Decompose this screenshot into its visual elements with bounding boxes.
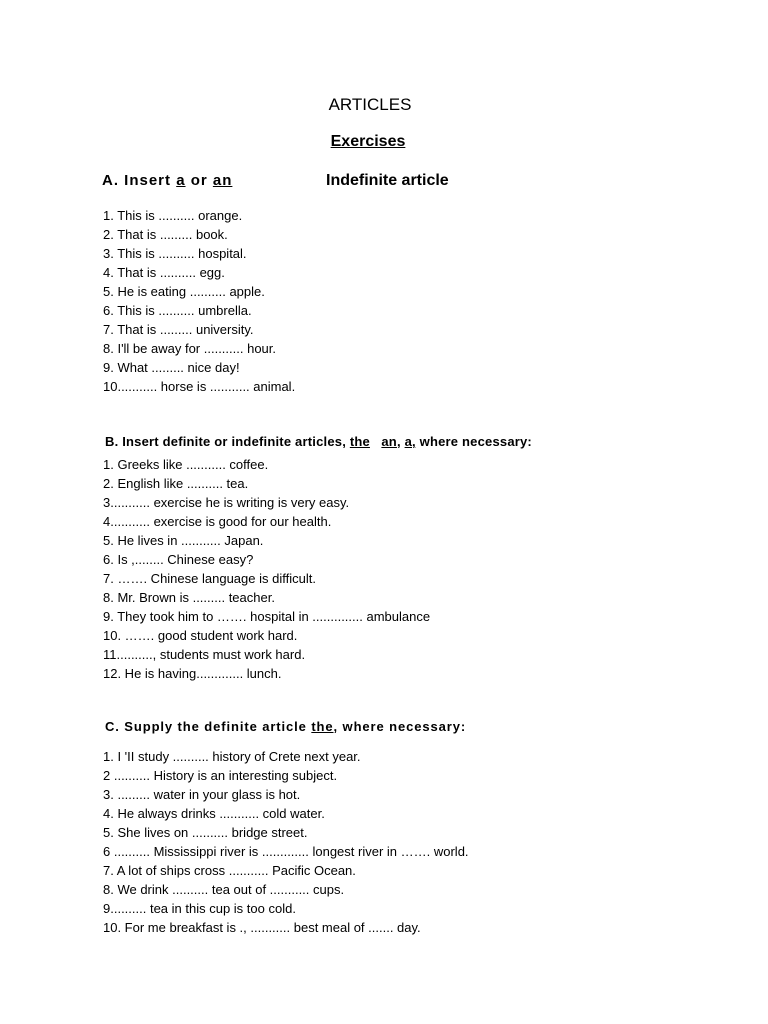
- section-c-exercise-list: [103, 747, 469, 937]
- exercise-item: 9. What ......... nice day!: [103, 360, 240, 375]
- exercise-item: 7. ……. Chinese language is difficult.: [103, 571, 316, 586]
- exercise-item: 4. He always drinks ........... cold water.: [103, 806, 325, 821]
- page-title: ARTICLES: [328, 95, 412, 114]
- section-c-heading: [105, 719, 466, 734]
- exercise-item: 5. He is eating .......... apple.: [103, 284, 265, 299]
- section-a-option-a: a: [176, 172, 186, 189]
- exercise-item: 10. For me breakfast is ., ........... best meal of ....... day.: [103, 920, 421, 935]
- section-a-connector: or: [185, 172, 213, 189]
- section-c-word-the: the: [311, 719, 334, 734]
- exercise-item: 11.........., students must work hard.: [103, 647, 306, 662]
- exercise-item: 3. ......... water in your glass is hot.: [103, 787, 301, 802]
- exercise-item: 7. That is ......... university.: [103, 322, 254, 337]
- section-b-exercise-list: [103, 455, 430, 683]
- section-b-space: [370, 434, 381, 449]
- section-a-exercise-list: [103, 206, 295, 396]
- exercise-item: 1. This is .......... orange.: [103, 208, 243, 223]
- exercise-item: 2. That is ......... book.: [103, 227, 228, 242]
- exercise-item: 10........... horse is ........... animal.: [103, 379, 296, 394]
- section-b-heading: [105, 434, 532, 449]
- exercise-item: 1. I 'II study .......... history of Crete next year.: [103, 749, 361, 764]
- exercise-item: 8. Mr. Brown is ......... teacher.: [103, 590, 275, 605]
- exercise-item: 4. That is .......... egg.: [103, 265, 225, 280]
- exercise-item: 5. He lives in ........... Japan.: [103, 533, 264, 548]
- exercise-item: 4........... exercise is good for our health.: [103, 514, 332, 529]
- section-a-option-an: an: [212, 172, 233, 189]
- section-b-word-the: the: [349, 434, 370, 449]
- section-a-topic: Indefinite article: [326, 172, 449, 189]
- exercise-item: 10. ……. good student work hard.: [103, 628, 298, 643]
- exercise-item: 7. A lot of ships cross ........... Pacific Ocean.: [103, 863, 356, 878]
- page-subtitle: Exercises: [330, 133, 406, 150]
- section-c-prefix: C. Supply the definite article: [105, 719, 312, 734]
- section-a-heading: [102, 172, 232, 189]
- exercise-item: 8. I'll be away for ........... hour.: [103, 341, 277, 356]
- section-b-word-a: a,: [404, 434, 416, 449]
- exercise-item: 9. They took him to ……. hospital in .............. ambulance: [103, 609, 431, 624]
- exercise-item: 9.......... tea in this cup is too cold.: [103, 901, 296, 916]
- section-b-suffix: where necessary:: [415, 434, 532, 449]
- exercise-item: 3........... exercise he is writing is very easy.: [103, 495, 350, 510]
- exercise-item: 8. We drink .......... tea out of ........... cups.: [103, 882, 345, 897]
- exercise-item: 5. She lives on .......... bridge street.: [103, 825, 308, 840]
- exercise-item: 6. This is .......... umbrella.: [103, 303, 252, 318]
- section-b-word-an: an: [381, 434, 397, 449]
- exercise-item: 2 .......... History is an interesting subject.: [103, 768, 338, 783]
- exercise-item: 1. Greeks like ........... coffee.: [103, 457, 269, 472]
- section-b-prefix: B. Insert definite or indefinite articles,: [105, 434, 350, 449]
- section-c-suffix: , where necessary:: [333, 719, 467, 734]
- exercise-item: 6. Is ,........ Chinese easy?: [103, 552, 254, 567]
- section-a-prefix: A. Insert: [102, 172, 177, 189]
- exercise-item: 12. He is having............. lunch.: [103, 666, 282, 681]
- exercise-item: 6 .......... Mississippi river is ............. longest river in ……. world.: [103, 844, 469, 859]
- section-b-comma: ,: [396, 434, 405, 449]
- exercise-item: 3. This is .......... hospital.: [103, 246, 247, 261]
- exercise-item: 2. English like .......... tea.: [103, 476, 249, 491]
